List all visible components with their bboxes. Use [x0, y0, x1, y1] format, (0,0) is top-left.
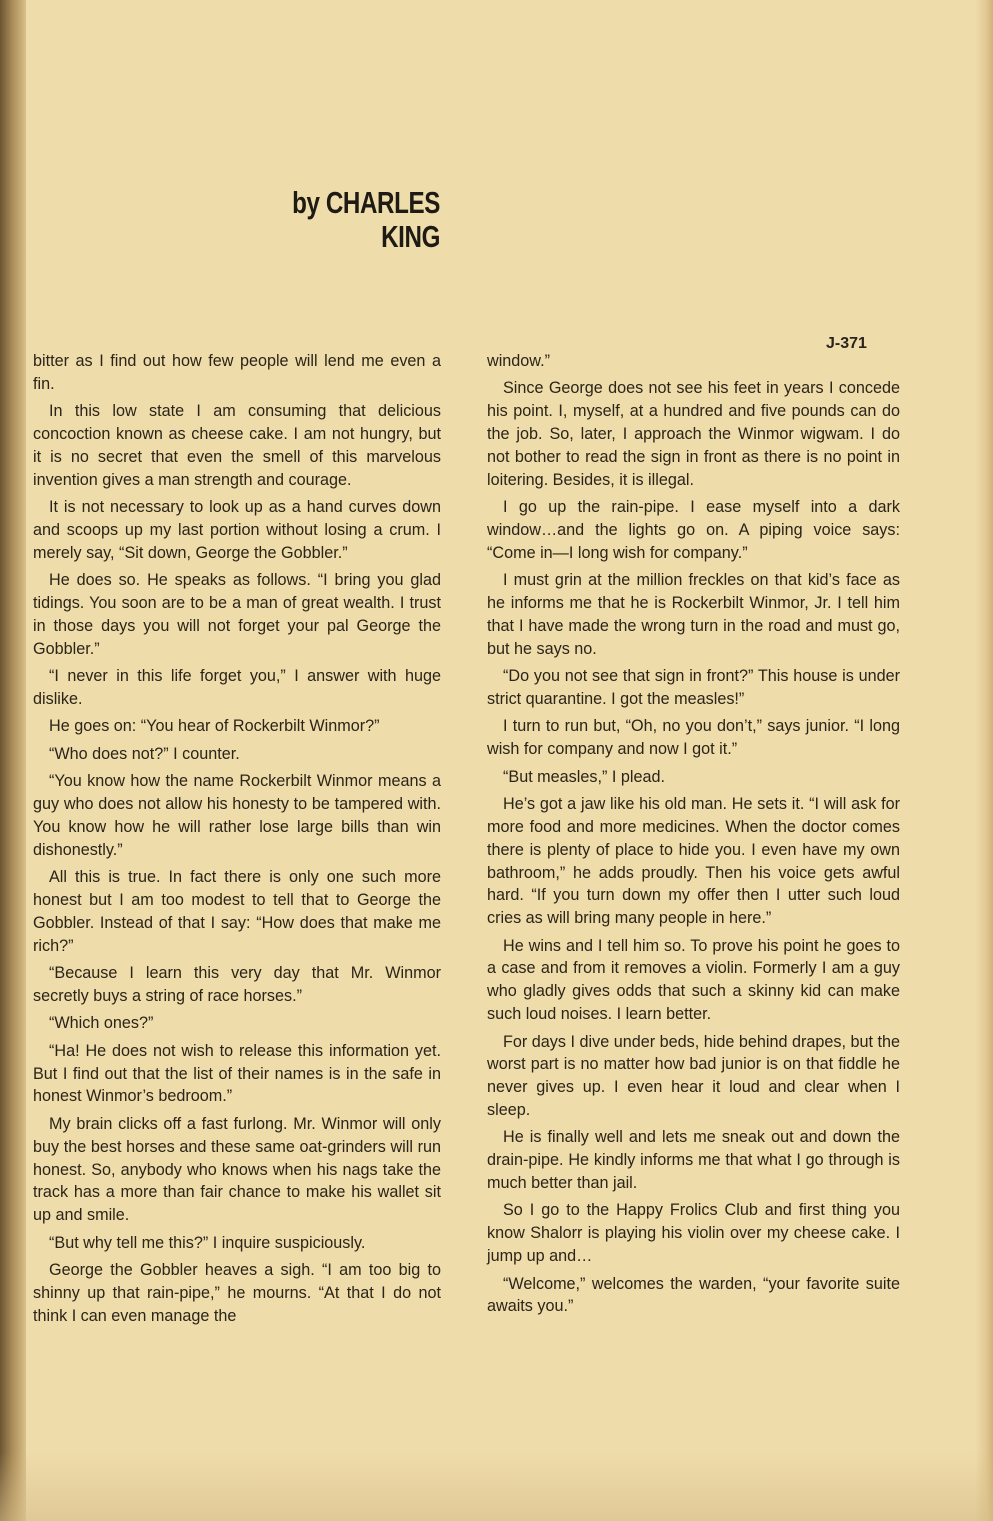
- paragraph: bitter as I find out how few people will lend me even a fin.: [33, 352, 441, 393]
- paragraph: “Which ones?”: [49, 1014, 154, 1033]
- left-column: [33, 350, 441, 1332]
- paragraph: All this is true. In fact there is only one such more honest but I am too modest to tell that to George the Gobbler. Instead of that I say: “How does that make me rich?”: [33, 868, 441, 955]
- paragraph: “Because I learn this very day that Mr. Winmor secretly buys a string of race horses.”: [33, 964, 441, 1005]
- paragraph: I turn to run but, “Oh, no you don’t,” says junior. “I long wish for company and now I got it.”: [487, 717, 900, 759]
- paragraph: “Ha! He does not wish to release this information yet. But I find out that the list of their names is in the safe in honest Winmor’s bedroom.”: [33, 1041, 441, 1106]
- paragraph: In this low state I am consuming that delicious concoction known as cheese cake. I am not hungry, but it is no secret that even the smell of this marvelous invention gives a man strength and courage.: [33, 402, 441, 489]
- paragraph: window.”: [487, 352, 550, 370]
- byline-line-1: by CHARLES: [292, 185, 440, 220]
- paragraph: “But why tell me this?” I inquire suspiciously.: [49, 1233, 366, 1252]
- paragraph: He wins and I tell him so. To prove his point he goes to a case and from it removes a violin. Formerly I am a guy who gladly gives odds that such a skinny kid can make such loud noises. I learn better.: [487, 936, 900, 1024]
- paragraph: He is finally well and lets me sneak out and down the drain-pipe. He kindly informs me that what I go through is much better than jail.: [487, 1128, 900, 1192]
- paragraph: “Welcome,” welcomes the warden, “your favorite suite awaits you.”: [487, 1274, 900, 1316]
- paragraph: I go up the rain-pipe. I ease myself into a dark window…and the lights go on. A piping voice says: “Come in—I long wish for company.”: [487, 498, 900, 562]
- paragraph: So I go to the Happy Frolics Club and first thing you know Shalorr is playing his violin over my cheese cake. I jump up and…: [487, 1201, 900, 1266]
- paragraph: “Do you not see that sign in front?” This house is under strict quarantine. I got the measles!”: [487, 667, 900, 708]
- paragraph: It is not necessary to look up as a hand curves down and scoops up my last portion without losing a crum. I merely say, “Sit down, George the Gobbler.”: [33, 498, 441, 562]
- page-code: J-371: [826, 335, 867, 352]
- paragraph: “You know how the name Rockerbilt Winmor means a guy who does not allow his honesty to be tampered with. You know how he will rather lose large bills than win dishonestly.”: [33, 772, 441, 859]
- paragraph: He does so. He speaks as follows. “I bring you glad tidings. You soon are to be a man of great wealth. I trust in those days you will not forget your pal George the Gobbler.”: [33, 571, 441, 658]
- paragraph: For days I dive under beds, hide behind drapes, but the worst part is no matter how bad junior is on that fiddle he never gives up. I even hear it loud and clear when I sleep.: [487, 1032, 900, 1119]
- paragraph: I must grin at the million freckles on that kid’s face as he informs me that he is Rockerbilt Winmor, Jr. I tell him that I have made the wrong turn in the road and must go, but he says no.: [487, 571, 900, 658]
- paragraph: Since George does not see his feet in years I concede his point. I, myself, at a hundred and five pounds can do the job. So, later, I approach the Winmor wigwam. I do not bother to read the sign in front as there is no point in loitering. Besides, it is illegal.: [487, 379, 900, 489]
- right-column: [487, 350, 900, 1323]
- paragraph: “But measles,” I plead.: [503, 767, 665, 786]
- paragraph: He goes on: “You hear of Rockerbilt Winmor?”: [49, 717, 380, 736]
- paragraph: He’s got a jaw like his old man. He sets it. “I will ask for more food and more medicines. When the doctor comes there is plenty of place to hide you. I even have my own bathroom,” he adds proudly. Then his voice gets awful hard. “If you turn down my offer then I utter such loud cries as will bring many people in here.”: [487, 795, 900, 928]
- author-byline: [206, 186, 440, 254]
- binding-spine: [0, 0, 26, 1521]
- paragraph: “I never in this life forget you,” I answer with huge dislike.: [33, 667, 441, 708]
- byline-line-2: KING: [381, 219, 440, 254]
- paragraph: My brain clicks off a fast furlong. Mr. Winmor will only buy the best horses and these same oat-grinders will run honest. So, anybody who knows when his nags take the track has a more than fair chance to make his wallet sit up and smile.: [33, 1114, 441, 1225]
- paragraph: “Who does not?” I counter.: [49, 744, 240, 763]
- paragraph: George the Gobbler heaves a sigh. “I am too big to shinny up that rain-pipe,” he mourns. “At that I do not think I can even manage the: [33, 1261, 441, 1325]
- page-edge: [975, 0, 993, 1521]
- page-bottom-shade: [0, 1451, 993, 1521]
